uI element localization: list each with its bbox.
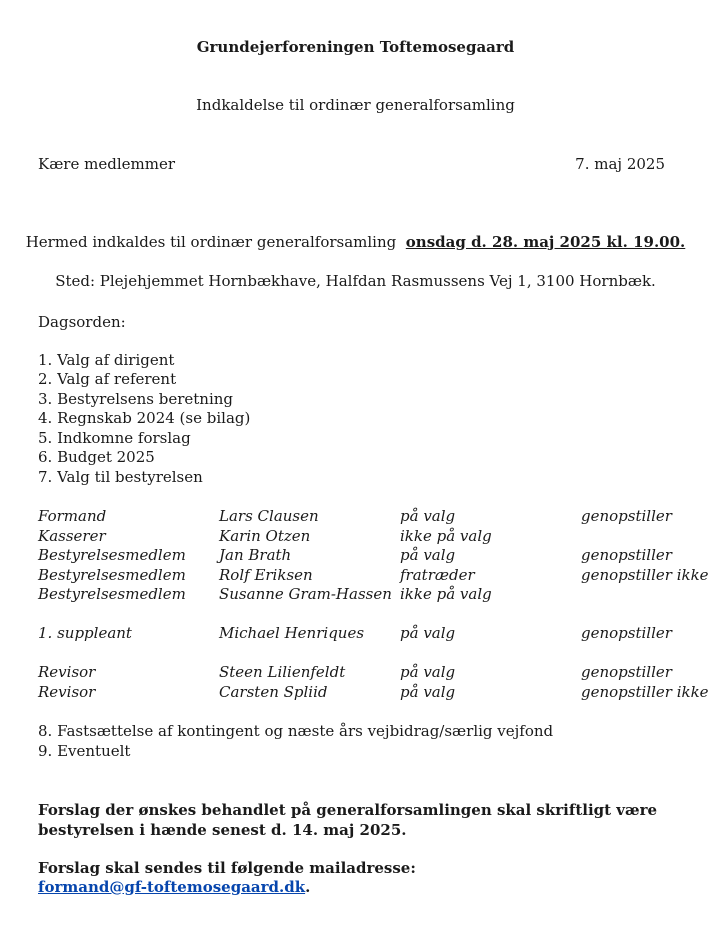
election-status: ikke på valg — [400, 585, 492, 603]
election-intent: genopstiller — [581, 624, 672, 642]
document-title: Grundejerforeningen Toftemosegaard — [196, 38, 515, 56]
election-role: Formand — [38, 507, 107, 525]
election-intent: genopstiller ikke — [581, 683, 709, 701]
election-status: på valg — [400, 546, 456, 564]
meeting-announcement — [0, 233, 711, 251]
election-intent: genopstiller ikke — [581, 566, 709, 584]
proposal-deadline-note: Forslag der ønskes behandlet på generalforsamlingen skal skriftligt være bestyrelsen i hænde senest d. 14. maj 2025. — [38, 801, 658, 839]
election-person: Karin Otzen — [219, 527, 311, 545]
agenda-item: 5. Indkomne forslag — [38, 429, 191, 447]
meeting-datetime: onsdag d. 28. maj 2025 kl. 19.00. — [405, 233, 686, 251]
election-role: 1. suppleant — [38, 624, 132, 642]
election-person: Michael Henriques — [219, 624, 365, 642]
election-status: på valg — [400, 663, 456, 681]
election-role: Revisor — [38, 663, 96, 681]
agenda-item: 2. Valg af referent — [38, 370, 177, 388]
agenda-item: 9. Eventuelt — [38, 742, 131, 760]
agenda-item: 6. Budget 2025 — [38, 448, 155, 466]
election-intent: genopstiller — [581, 507, 672, 525]
election-intent: genopstiller — [581, 546, 672, 564]
election-status: ikke på valg — [400, 527, 492, 545]
election-status: fratræder — [400, 566, 475, 584]
election-role: Revisor — [38, 683, 96, 701]
agenda-item: 4. Regnskab 2024 (se bilag) — [38, 409, 251, 427]
election-role: Kasserer — [38, 527, 106, 545]
election-person: Susanne Gram-Hassen — [219, 585, 392, 603]
greeting: Kære medlemmer — [38, 155, 175, 173]
election-role: Bestyrelsesmedlem — [38, 566, 186, 584]
election-intent: genopstiller — [581, 663, 672, 681]
agenda-item: 1. Valg af dirigent — [38, 351, 175, 369]
election-person: Carsten Spliid — [219, 683, 328, 701]
election-role: Bestyrelsesmedlem — [38, 546, 186, 564]
agenda-item: 7. Valg til bestyrelsen — [38, 468, 203, 486]
election-person: Rolf Eriksen — [219, 566, 313, 584]
announcement-text: Hermed indkaldes til ordinær generalforsamling — [25, 233, 397, 251]
meeting-location: Sted: Plejehjemmet Hornbækhave, Halfdan Rasmussens Vej 1, 3100 Hornbæk. — [55, 272, 656, 290]
email-link[interactable]: formand@gf-toftemosegaard.dk — [38, 878, 306, 896]
election-status: på valg — [400, 624, 456, 642]
election-person: Lars Clausen — [219, 507, 319, 525]
election-status: på valg — [400, 507, 456, 525]
election-status: på valg — [400, 683, 456, 701]
letter-date: 7. maj 2025 — [575, 155, 665, 173]
agenda-item: 8. Fastsættelse af kontingent og næste års vejbidrag/særlig vejfond — [38, 722, 554, 740]
email-trailing-period: . — [305, 878, 311, 896]
agenda-heading: Dagsorden: — [38, 313, 126, 331]
election-person: Jan Brath — [219, 546, 292, 564]
mail-instructions: Forslag skal sendes til følgende mailadresse: — [38, 859, 416, 877]
election-role: Bestyrelsesmedlem — [38, 585, 186, 603]
agenda-item: 3. Bestyrelsens beretning — [38, 390, 233, 408]
election-person: Steen Lilienfeldt — [219, 663, 346, 681]
document-subtitle: Indkaldelse til ordinær generalforsamling — [196, 96, 515, 114]
mail-line — [38, 878, 310, 896]
